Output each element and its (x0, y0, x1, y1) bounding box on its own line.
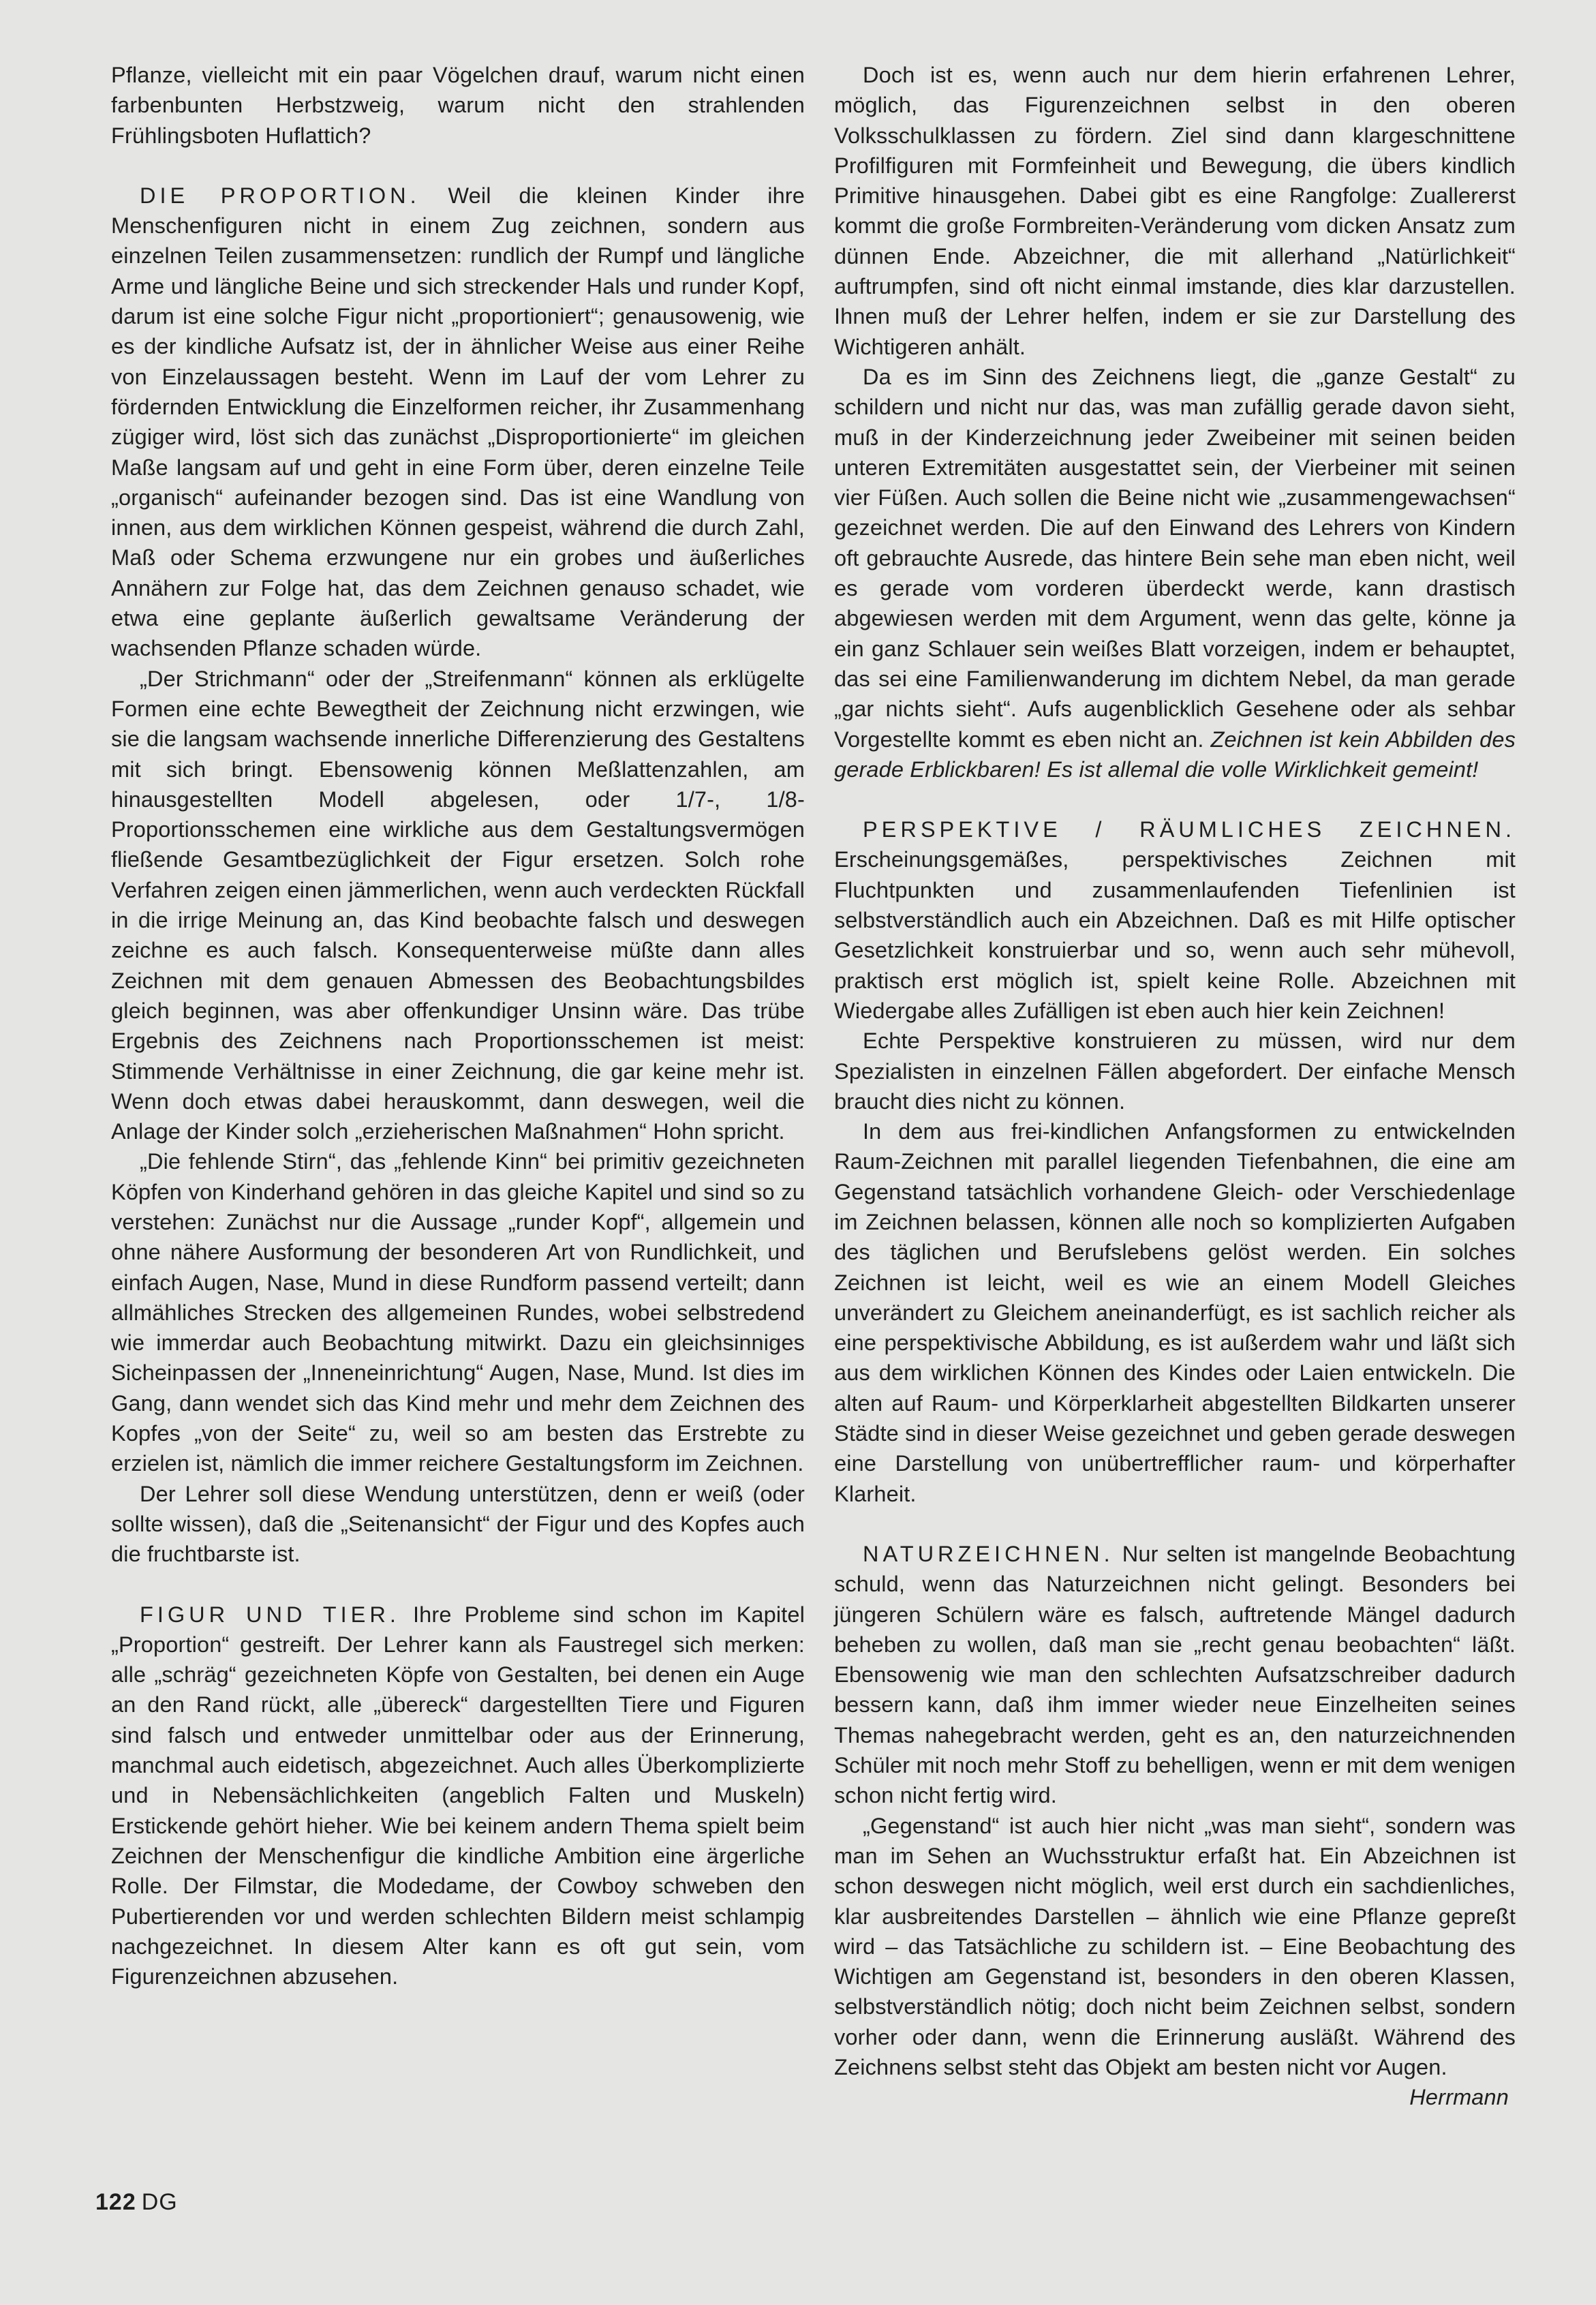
natur-text-1: Nur selten ist mangelnde Beobachtung schuld, wenn das Naturzeichnen nicht gelingt. Besonders bei jüngeren Schülern wäre es falsch, auftretende Mängel dadurch beheben zu wollen, daß man sie „recht genau beobachten“ läßt. Ebensowenig wie man den schlechten Aufsatzschreiber dadurch bessern kann, daß ihm immer wieder neue Einzelheiten seines Themas nahegebracht werden, geht es an, den naturzeichnenden Schüler mit noch mehr Stoff zu behelligen, wenn er mit dem wenigen schon nicht fertig wird. (834, 1541, 1516, 1808)
ganze-gestalt-text: Da es im Sinn des Zeichnens liegt, die „ganze Gestalt“ zu schildern und nicht nur das, was man zufällig gerade davon sieht, muß in der Kinderzeichnung jeder Zweibeiner mit seinen beiden unteren Extremitäten ausgestattet sein, der Vierbeiner mit seinen vier Füßen. Auch sollen die Beine nicht wie „zusammengewachsen“ gezeichnet werden. Die auf den Einwand des Lehrers von Kindern oft gebrauchte Ausrede, das hintere Bein sehe man eben nicht, weil es gerade vom vorderen überdeckt werde, kann drastisch abgewiesen werden mit dem Argument, wenn das gelte, könne ja ein ganz Schlauer sein weißes Blatt vorzeigen, indem er behauptet, das sei eine Familienwanderung im dichtem Nebel, da man gerade „gar nichts sieht“. Aufs augenblicklich Gesehene oder als sehbar Vorgestellte kommt es eben nicht an. (834, 364, 1516, 752)
right-column (834, 60, 1516, 2113)
figurenzeichnen-paragraph: Doch ist es, wenn auch nur dem hierin erfahrenen Lehrer, möglich, das Figurenzeichnen selbst in den oberen Volksschulklassen zu fördern. Ziel sind dann klargeschnittene Profilfiguren mit Formfeinheit und Bewegung, die übers kindlich Primitive hinausgehen. Dabei gibt es eine Rangfolge: Zuallererst kommt die große Formbreiten-Veränderung vom dicken Ansatz zum dünnen Ende. Abzeichner, die mit allerhand „Natürlichkeit“ auftrumpfen, sind oft nicht einmal imstande, dies klar darzustellen. Ihnen muß der Lehrer helfen, indem er sie zur Darstellung des Wichtigeren anhält. (834, 63, 1516, 359)
page-footer (95, 2189, 178, 2216)
author-signature: Herrmann (1409, 2085, 1509, 2110)
natur-text-2: „Gegenstand“ ist auch hier nicht „was man sieht“, sondern was man im Sehen an Wuchsstruktur erfaßt hat. Ein Abzeichnen ist schon deswegen nicht möglich, weil erst durch ein sachdienliches, klar ausbreitendes Darstellen – ähnlich wie eine Pflanze gepreßt wird – das Tatsächliche zu schildern ist. – Eine Beobachtung des Wichtigen am Gegenstand ist, besonders in den oberen Klassen, selbstverständlich nötig; doch nicht beim Zeichnen selbst, sondern vorher oder dann, wenn die Erinnerung ausläßt. Während des Zeichnens selbst steht das Objekt am besten nicht vor Augen. (834, 1813, 1516, 2079)
proportion-text-1: Weil die kleinen Kinder ihre Menschenfiguren nicht in einem Zug zeichnen, sondern aus einzelnen Teilen zusammensetzen: rundlich der Rumpf und längliche Arme und längliche Beine und sich streckender Hals und runder Kopf, darum ist eine solche Figur nicht „proportioniert“; genausowenig, wie es der kindliche Aufsatz ist, der in ähnlicher Weise aus einer Reihe von Einzelaussagen besteht. Wenn im Lauf der vom Lehrer zu fördernden Entwicklung die Einzelformen reicher, ihr Zusammenhang zügiger wird, löst sich das zunächst „Disproportionierte“ im gleichen Maße langsam auf und geht in eine Form über, deren einzelne Teile „organisch“ aufeinander bezogen sind. Das ist eine Wandlung von innen, aus dem wirklichen Können gespeist, während die durch Zahl, Maß oder Schema erzwungene nur ein grobes und äußerliches Annähern zur Folge hat, das dem Zeichnen genauso schadet, wie etwa eine geplante äußerlich gewaltsame Veränderung der wachsenden Pflanze schaden würde. (111, 183, 805, 661)
intro-paragraph: Pflanze, vielleicht mit ein paar Vögelchen drauf, warum nicht einen farbenbunten Herbstzweig, warum nicht den strahlenden Frühlingsboten Huflattich? (111, 63, 805, 148)
perspektive-paragraph-2: Echte Perspektive konstruieren zu müssen, wird nur dem Spezialisten in einzelnen Fällen abgefordert. Der einfache Mensch braucht dies nicht zu können. (834, 1028, 1516, 1114)
ganze-gestalt-paragraph (834, 362, 1516, 784)
publication-label: DG (141, 2189, 178, 2215)
proportion-paragraph-3: „Die fehlende Stirn“, das „fehlende Kinn“ bei primitiv gezeichneten Köpfen von Kinderhand gehören in das gleiche Kapitel und sind so zu verstehen: Zunächst nur die Aussage „runder Kopf“, allgemein und ohne nähere Ausformung der besonderen Art von Rundlichkeit, und einfach Augen, Nase, Mund in diese Rundform passend verteilt; dann allmähliches Strecken des allgemeinen Rundes, wobei selbstredend wie immerdar auch Beobachtung mitwirkt. Dazu ein gleichsinniges Sicheinpassen der „Inneneinrichtung“ Augen, Nase, Mund. Ist dies im Gang, dann wendet sich das Kind mehr und mehr dem Zeichnen des Kopfes „von der Seite“ zu, weil so am besten das Erstrebte zu erzielen ist, nämlich die immer reichere Gestaltungsform im Zeichnen. (111, 1149, 805, 1476)
section-heading-perspektive: PERSPEKTIVE / RÄUMLICHES ZEICHNEN. (863, 817, 1516, 842)
page-number: 122 (95, 2189, 136, 2215)
left-column (111, 60, 805, 1991)
perspektive-text-1: Erscheinungsgemäßes, perspektivisches Zeichnen mit Fluchtpunkten und zusammenlaufenden Tiefenlinien ist selbstverständlich auch ein Abzeichnen. Daß es mit Hilfe optischer Gesetzlichkeit konstruierbar und so, wenn auch sehr mühevoll, praktisch erst möglich ist, spielt keine Rolle. Abzeichnen mit Wiedergabe alles Zufälligen ist eben auch hier kein Zeichnen! (834, 847, 1516, 1023)
proportion-paragraph-1 (111, 181, 805, 664)
proportion-paragraph-4: Der Lehrer soll diese Wendung unterstützen, denn er weiß (oder sollte wissen), daß die „Seitenansicht“ der Figur und des Kopfes auch die fruchtbarste ist. (111, 1481, 805, 1567)
perspektive-paragraph-3: In dem aus frei-kindlichen Anfangsformen zu entwickelnden Raum-Zeichnen mit parallel liegenden Tiefenbahnen, die eine am Gegenstand tatsächlich vorhandene Gleich- oder Verschiedenlage im Zeichnen belassen, können alle noch so komplizierten Aufgaben des täglichen und Berufslebens gelöst werden. Ein solches Zeichnen ist leicht, weil es wie an einem Modell Gleiches unverändert zu Gleichem aneinanderfügt, es ist sachlich reicher als eine perspektivische Abbildung, es ist außerdem wahr und läßt sich aus dem wirklichen Können des Kindes oder Laien entwickeln. Die alten auf Raum- und Körperklarheit abgestellten Bildkarten unserer Städte sind in dieser Weise gezeichnet und geben gerade deswegen eine Darstellung von unübertrefflicher raum- und körperhafter Klarheit. (834, 1119, 1516, 1506)
perspektive-paragraph-1 (834, 814, 1516, 1026)
figur-paragraph-1 (111, 1600, 805, 1992)
ganze-gestalt-emphasis: Zeichnen ist kein Abbilden des gerade Erblickbaren! Es ist allemal die volle Wirklichkeit gemeint! (834, 727, 1516, 782)
section-heading-proportion: DIE PROPORTION. (140, 183, 420, 208)
section-heading-naturzeichnen: NATURZEICHNEN. (863, 1541, 1114, 1566)
section-heading-figur-und-tier: FIGUR UND TIER. (140, 1602, 400, 1627)
natur-paragraph-2 (834, 1811, 1516, 2110)
proportion-paragraph-2: „Der Strichmann“ oder der „Streifenmann“ können als erklügelte Formen eine echte Bewegtheit der Zeichnung nicht erzwingen, wie sie die langsam wachsende innerliche Differenzierung des Gestaltens mit sich bringt. Ebensowenig können Meßlattenzahlen, am hinausgestellten Modell abgelesen, oder 1/7-, 1/8-Proportionsschemen eine wirkliche aus dem Gestaltungsvermögen fließende Gesamtbezüglichkeit der Figur ersetzen. Solch rohe Verfahren zeigen einen jämmerlichen, wenn auch verdeckten Rückfall in die irrige Meinung an, das Kind beobachte falsch und deswegen zeichne es auch falsch. Konsequenterweise müßte dann alles Zeichnen mit dem genauen Abmessen des Beobachtungsbildes gleich beginnen, was aber offenkundiger Unsinn wäre. Das trübe Ergebnis des Zeichnens nach Proportionsschemen ist meist: Stimmende Verhältnisse in einer Zeichnung, die gar keine mehr ist. Wenn doch etwas dabei herauskommt, dann deswegen, weil die Anlage der Kinder solch „erzieherischen Maßnahmen“ Hohn spricht. (111, 666, 805, 1144)
figur-text-1: Ihre Probleme sind schon im Kapitel „Proportion“ gestreift. Der Lehrer kann als Faustregel sich merken: alle „schräg“ gezeichneten Köpfe von Gestalten, bei denen ein Auge an den Rand rückt, alle „übereck“ dargestellten Tiere und Figuren sind falsch und entweder unmittelbar oder aus der Erinnerung, manchmal auch eidetisch, abgezeichnet. Auch alles Überkomplizierte und in Nebensächlichkeiten (angeblich Falten und Muskeln) Erstickende gehört hieher. Wie bei keinem andern Thema spielt beim Zeichnen der Menschenfigur die kindliche Ambition eine ärgerliche Rolle. Der Filmstar, die Modedame, der Cowboy schweben den Pubertierenden vor und werden schlechten Bildern meist schlampig nachgezeichnet. In diesem Alter kann es oft gut sein, vom Figurenzeichnen abzusehen. (111, 1602, 805, 1989)
natur-paragraph-1 (834, 1539, 1516, 1811)
